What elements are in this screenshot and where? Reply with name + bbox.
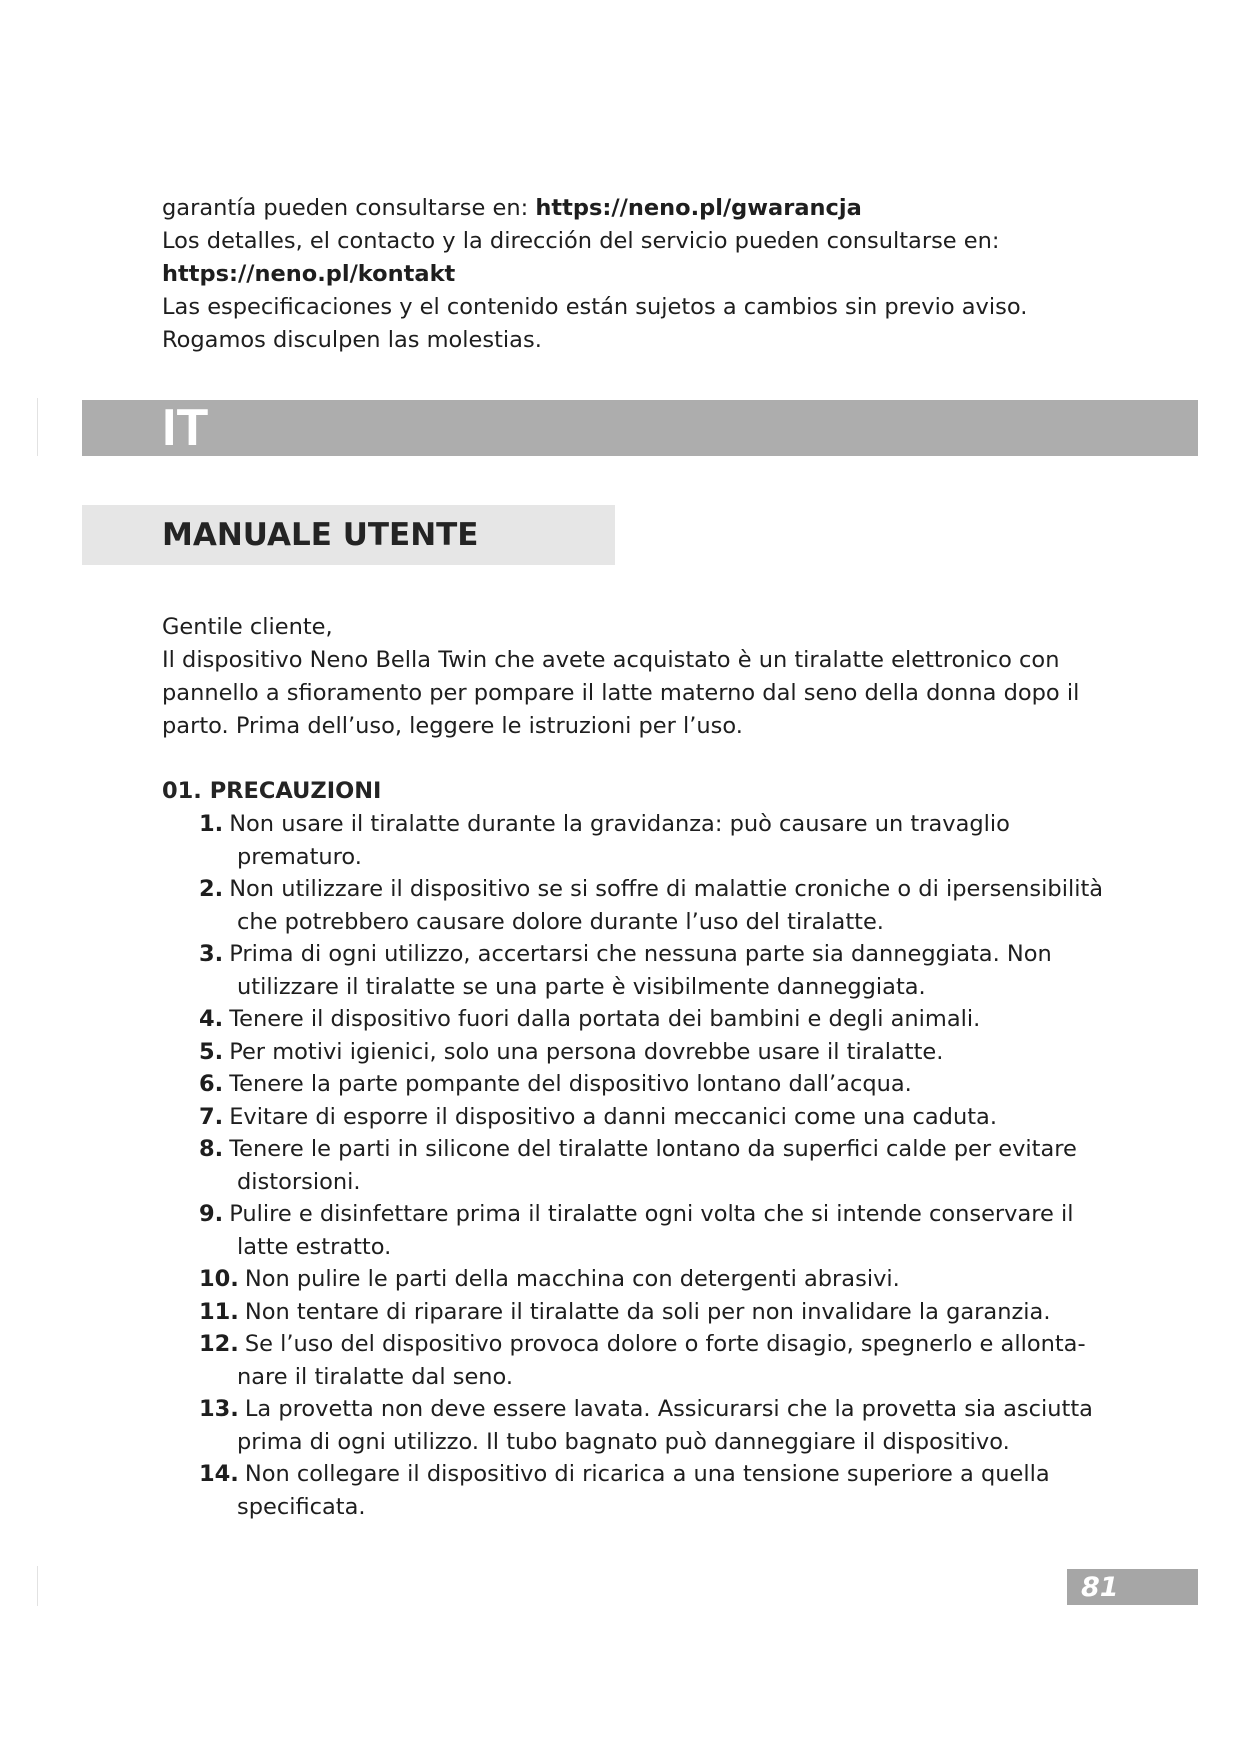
precaution-continuation: nare il tiralatte dal seno.	[237, 1363, 514, 1390]
page-number-badge	[1067, 1569, 1198, 1605]
precaution-text: Non tentare di riparare il tiralatte da soli per non invalidare la garanzia.	[244, 1298, 1051, 1325]
apology-line: Rogamos disculpen las molestias.	[162, 327, 542, 353]
salutation: Gentile cliente,	[162, 614, 333, 640]
precaution-text: Non utilizzare il dispositivo se si soffre di malattie croniche o di ipersensibilità	[229, 876, 1104, 902]
precaution-text: Se l’uso del dispositivo provoca dolore o forte disagio, spegnerlo e allonta-	[244, 1331, 1086, 1357]
specifications-notice: Las especificaciones y el contenido están sujetos a cambios sin previo aviso.	[162, 294, 1028, 320]
contact-link[interactable]: https://neno.pl/kontakt	[162, 261, 456, 287]
greeting-line: Il dispositivo Neno Bella Twin che avete acquistato è un tiralatte elettronico con	[162, 647, 1060, 673]
precaution-text: Non usare il tiralatte durante la gravidanza: può causare un travaglio	[229, 811, 1010, 837]
greeting-line: parto. Prima dell’uso, leggere le istruzioni per l’uso.	[162, 713, 743, 739]
precaution-item	[199, 1101, 1119, 1134]
precaution-first-line	[199, 1296, 1119, 1329]
precaution-item	[199, 1198, 1119, 1263]
margin-mark-top	[37, 398, 38, 456]
precaution-continuation: prematuro.	[237, 843, 362, 870]
precaution-text: Non collegare il dispositivo di ricarica a una tensione superiore a quella	[244, 1461, 1050, 1487]
precaution-number: 6.	[199, 1071, 224, 1097]
precaution-first-line	[199, 1101, 1119, 1134]
precaution-number: 11.	[199, 1298, 239, 1325]
precaution-item	[199, 1003, 1119, 1036]
precaution-text: Prima di ogni utilizzo, accertarsi che nessuna parte sia danneggiata. Non	[229, 941, 1052, 967]
warranty-line: garantía pueden consultarse en: https://neno.pl/gwarancja	[162, 195, 862, 221]
precaution-continuation: specificata.	[237, 1493, 366, 1520]
precautions-heading: 01. PRECAUZIONI	[162, 778, 382, 804]
precaution-text: Non pulire le parti della macchina con detergenti abrasivi.	[244, 1266, 900, 1292]
precaution-item	[199, 1263, 1119, 1296]
precaution-item	[199, 808, 1119, 873]
contact-link-line	[162, 258, 1122, 291]
precaution-number: 7.	[199, 1103, 224, 1130]
precaution-number: 3.	[199, 941, 224, 967]
precaution-item	[199, 1036, 1119, 1069]
precaution-continuation: prima di ogni utilizzo. Il tubo bagnato può danneggiare il dispositivo.	[237, 1428, 1010, 1455]
precaution-text: Tenere le parti in silicone del tiralatte lontano da superfici calde per evitare	[229, 1136, 1077, 1162]
precaution-continuation: distorsioni.	[237, 1168, 361, 1195]
precaution-number: 8.	[199, 1136, 224, 1162]
page-number: 81	[1081, 1572, 1119, 1603]
precaution-text: Pulire e disinfettare prima il tiralatte ogni volta che si intende conservare il	[229, 1201, 1074, 1227]
precaution-first-line	[199, 1393, 1119, 1426]
precaution-text: Evitare di esporre il dispositivo a danni meccanici come una caduta.	[229, 1103, 997, 1130]
precaution-first-line	[199, 1003, 1119, 1036]
precaution-text: Tenere la parte pompante del dispositivo lontano dall’acqua.	[229, 1071, 912, 1097]
language-code: IT	[162, 399, 209, 457]
precaution-number: 1.	[199, 811, 224, 837]
precaution-number: 9.	[199, 1201, 224, 1227]
precaution-number: 10.	[199, 1266, 239, 1292]
precaution-first-line	[199, 938, 1119, 971]
manual-title-box	[82, 505, 615, 565]
manual-title: MANUALE UTENTE	[162, 517, 479, 553]
greeting-line: pannello a sfioramento per pompare il latte materno dal seno della donna dopo il	[162, 680, 1080, 706]
warranty-link[interactable]: https://neno.pl/gwarancja	[535, 195, 862, 221]
spanish-closing-text	[162, 192, 1122, 357]
precaution-item	[199, 1393, 1119, 1458]
service-details-line: Los detalles, el contacto y la dirección del servicio pueden consultarse en:	[162, 228, 1000, 254]
precaution-first-line	[199, 1133, 1119, 1166]
precaution-first-line	[199, 873, 1119, 906]
precaution-continuation: latte estratto.	[237, 1233, 392, 1260]
precaution-item	[199, 873, 1119, 938]
precaution-number: 5.	[199, 1038, 224, 1065]
precaution-first-line	[199, 1198, 1119, 1231]
precaution-item	[199, 1068, 1119, 1101]
precaution-number: 2.	[199, 876, 224, 902]
precaution-number: 4.	[199, 1006, 224, 1032]
precaution-item	[199, 938, 1119, 1003]
precaution-first-line	[199, 1263, 1119, 1296]
precaution-text: Tenere il dispositivo fuori dalla portata dei bambini e degli animali.	[229, 1006, 981, 1032]
precaution-first-line	[199, 1068, 1119, 1101]
margin-mark-bottom	[37, 1566, 38, 1606]
precaution-first-line	[199, 1328, 1119, 1361]
precaution-text: La provetta non deve essere lavata. Assicurarsi che la provetta sia asciutta	[244, 1396, 1093, 1422]
precaution-continuation: utilizzare il tiralatte se una parte è visibilmente danneggiata.	[237, 973, 926, 1000]
language-section-bar	[82, 400, 1198, 456]
precaution-first-line	[199, 1458, 1119, 1491]
precaution-item	[199, 1296, 1119, 1329]
precaution-number: 13.	[199, 1396, 239, 1422]
precaution-continuation: che potrebbero causare dolore durante l’uso del tiralatte.	[237, 908, 884, 935]
precaution-item	[199, 1458, 1119, 1523]
precaution-number: 12.	[199, 1331, 239, 1357]
precaution-number: 14.	[199, 1461, 239, 1487]
precaution-first-line	[199, 808, 1119, 841]
precaution-item	[199, 1133, 1119, 1198]
precaution-item	[199, 1328, 1119, 1393]
precaution-first-line	[199, 1036, 1119, 1069]
greeting-paragraph	[162, 611, 1122, 743]
precaution-text: Per motivi igienici, solo una persona dovrebbe usare il tiralatte.	[229, 1038, 944, 1065]
precautions-list	[199, 808, 1119, 1523]
